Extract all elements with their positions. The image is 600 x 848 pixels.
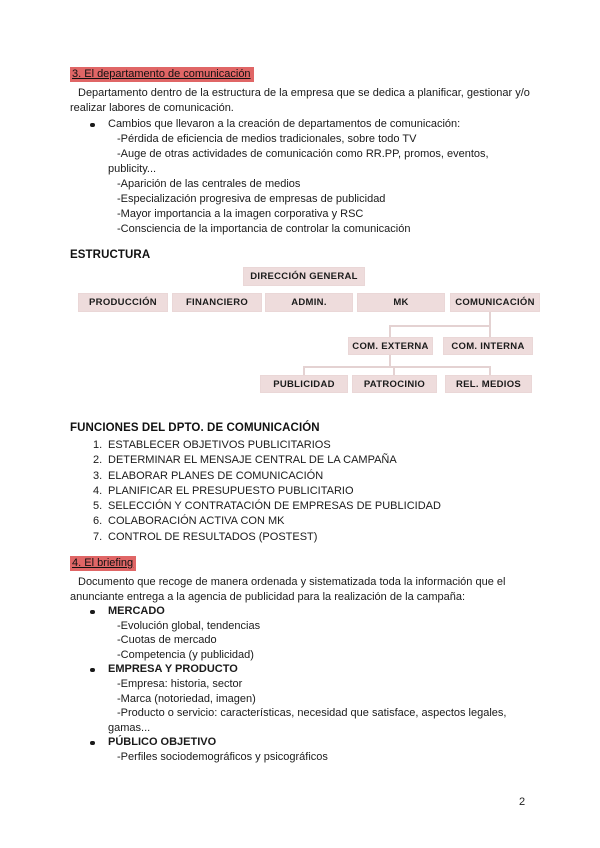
org-connector-line — [303, 366, 305, 375]
list-line — [70, 222, 560, 237]
list-item-number: 6. — [93, 515, 103, 528]
section-3-list — [70, 117, 560, 237]
list-line — [70, 750, 560, 765]
list-item-number: 4. — [93, 484, 103, 497]
list-item-text: SELECCIÓN Y CONTRATACIÓN DE EMPRESAS DE PUBLICIDAD — [108, 500, 441, 513]
list-line — [70, 662, 560, 677]
list-item-text: -Cuotas de mercado — [117, 634, 217, 647]
list-item-text: PLANIFICAR EL PRESUPUESTO PUBLICITARIO — [108, 484, 354, 497]
list-line — [70, 469, 560, 484]
list-line — [70, 499, 560, 514]
org-node-financiero: FINANCIERO — [172, 293, 262, 312]
org-node-admin: ADMIN. — [265, 293, 353, 312]
funciones-list — [70, 438, 560, 545]
list-line — [70, 177, 560, 192]
list-item-text: -Evolución global, tendencias — [117, 619, 261, 632]
list-item-number: 7. — [93, 530, 103, 543]
list-line — [70, 619, 560, 634]
list-item-text: -Empresa: historia, sector — [117, 677, 243, 690]
list-line — [70, 514, 560, 529]
list-item-number: 2. — [93, 454, 103, 467]
list-item-text: DETERMINAR EL MENSAJE CENTRAL DE LA CAMPAÑA — [108, 454, 397, 467]
list-item-text: EMPRESA Y PRODUCTO — [108, 663, 238, 676]
org-node-direccion-general: DIRECCIÓN GENERAL — [243, 267, 365, 286]
list-item-text: -Consciencia de la importancia de controlar la comunicación — [117, 223, 411, 235]
org-node-comunicacion: COMUNICACIÓN — [450, 293, 540, 312]
list-item-text: -Marca (notoriedad, imagen) — [117, 692, 256, 705]
list-item-text: ESTABLECER OBJETIVOS PUBLICITARIOS — [108, 439, 331, 451]
list-item-number: 1. — [93, 439, 103, 451]
org-connector-line — [489, 325, 491, 337]
org-connector-line — [393, 366, 395, 375]
list-line — [70, 530, 560, 545]
estructura-heading: ESTRUCTURA — [70, 249, 151, 261]
list-line — [70, 735, 560, 750]
org-connector-line — [389, 325, 490, 327]
bullet-icon — [90, 123, 95, 128]
list-line — [70, 604, 560, 619]
list-line — [70, 484, 560, 499]
funciones-heading: FUNCIONES DEL DPTO. DE COMUNICACIÓN — [70, 422, 320, 434]
list-line — [70, 162, 560, 177]
list-line — [70, 721, 560, 736]
list-item-number: 3. — [93, 469, 103, 482]
org-node-patrocinio: PATROCINIO — [352, 375, 437, 393]
org-node-rel-medios: REL. MEDIOS — [445, 375, 532, 393]
list-line — [70, 147, 560, 162]
list-line — [70, 633, 560, 648]
org-node-produccion: PRODUCCIÓN — [78, 293, 168, 312]
list-item-number: 5. — [93, 500, 103, 513]
list-item-text: CONTROL DE RESULTADOS (POSTEST) — [108, 530, 318, 543]
list-line — [70, 706, 560, 721]
list-item-text: publicity... — [108, 163, 157, 175]
org-connector-line — [389, 355, 391, 367]
page-number: 2 — [519, 796, 526, 808]
list-item-text: Cambios que llevaron a la creación de departamentos de comunicación: — [108, 118, 461, 130]
list-item-text: gamas... — [108, 721, 151, 734]
org-connector-line — [389, 325, 391, 337]
list-item-text: -Mayor importancia a la imagen corporativa y RSC — [117, 208, 364, 220]
section-3-heading-wrap — [70, 67, 254, 82]
list-line — [70, 132, 560, 147]
list-line — [70, 677, 560, 692]
org-connector-line — [489, 366, 491, 375]
list-item-text: -Aparición de las centrales de medios — [117, 178, 301, 190]
list-item-text: ELABORAR PLANES DE COMUNICACIÓN — [108, 469, 324, 482]
list-item-text: -Producto o servicio: características, necesidad que satisface, aspectos legales, — [117, 707, 507, 720]
list-item-text: -Competencia (y publicidad) — [117, 648, 254, 661]
list-item-text: MERCADO — [108, 605, 165, 617]
bullet-icon — [90, 741, 95, 746]
org-connector-line — [303, 366, 490, 368]
section-4-heading-wrap — [70, 556, 136, 571]
list-line — [70, 453, 560, 468]
section-4-list — [70, 604, 560, 765]
bullet-icon — [90, 668, 95, 673]
list-line — [70, 207, 560, 222]
section-4-title: 4. El briefing — [70, 556, 136, 571]
org-node-com-interna: COM. INTERNA — [443, 337, 533, 355]
list-line — [70, 438, 560, 453]
org-node-publicidad: PUBLICIDAD — [260, 375, 348, 393]
list-item-text: -Pérdida de eficiencia de medios tradicionales, sobre todo TV — [117, 133, 417, 145]
list-item-text: COLABORACIÓN ACTIVA CON MK — [108, 515, 285, 528]
list-line — [70, 648, 560, 663]
org-node-com-externa: COM. EXTERNA — [348, 337, 433, 355]
section-3-title: 3. El departamento de comunicación — [70, 67, 254, 82]
list-line — [70, 117, 560, 132]
list-item-text: -Auge de otras actividades de comunicación como RR.PP, promos, eventos, — [117, 148, 489, 160]
section-4-intro: Documento que recoge de manera ordenada y sistematizada toda la información que el anunciante entrega a la agencia de publicidad para la realización de la campaña: — [70, 576, 506, 603]
list-item-text: -Perfiles sociodemográficos y psicográficos — [117, 750, 328, 763]
list-line — [70, 692, 560, 707]
org-node-mk: MK — [357, 293, 445, 312]
org-connector-line — [489, 312, 491, 326]
bullet-icon — [90, 610, 95, 615]
list-item-text: -Especialización progresiva de empresas de publicidad — [117, 193, 386, 205]
list-line — [70, 192, 560, 207]
section-3-intro: Departamento dentro de la estructura de la empresa que se dedica a planificar, gestionar y/o realizar labores de comunicación. — [70, 87, 530, 114]
list-item-text: PÚBLICO OBJETIVO — [108, 736, 217, 749]
